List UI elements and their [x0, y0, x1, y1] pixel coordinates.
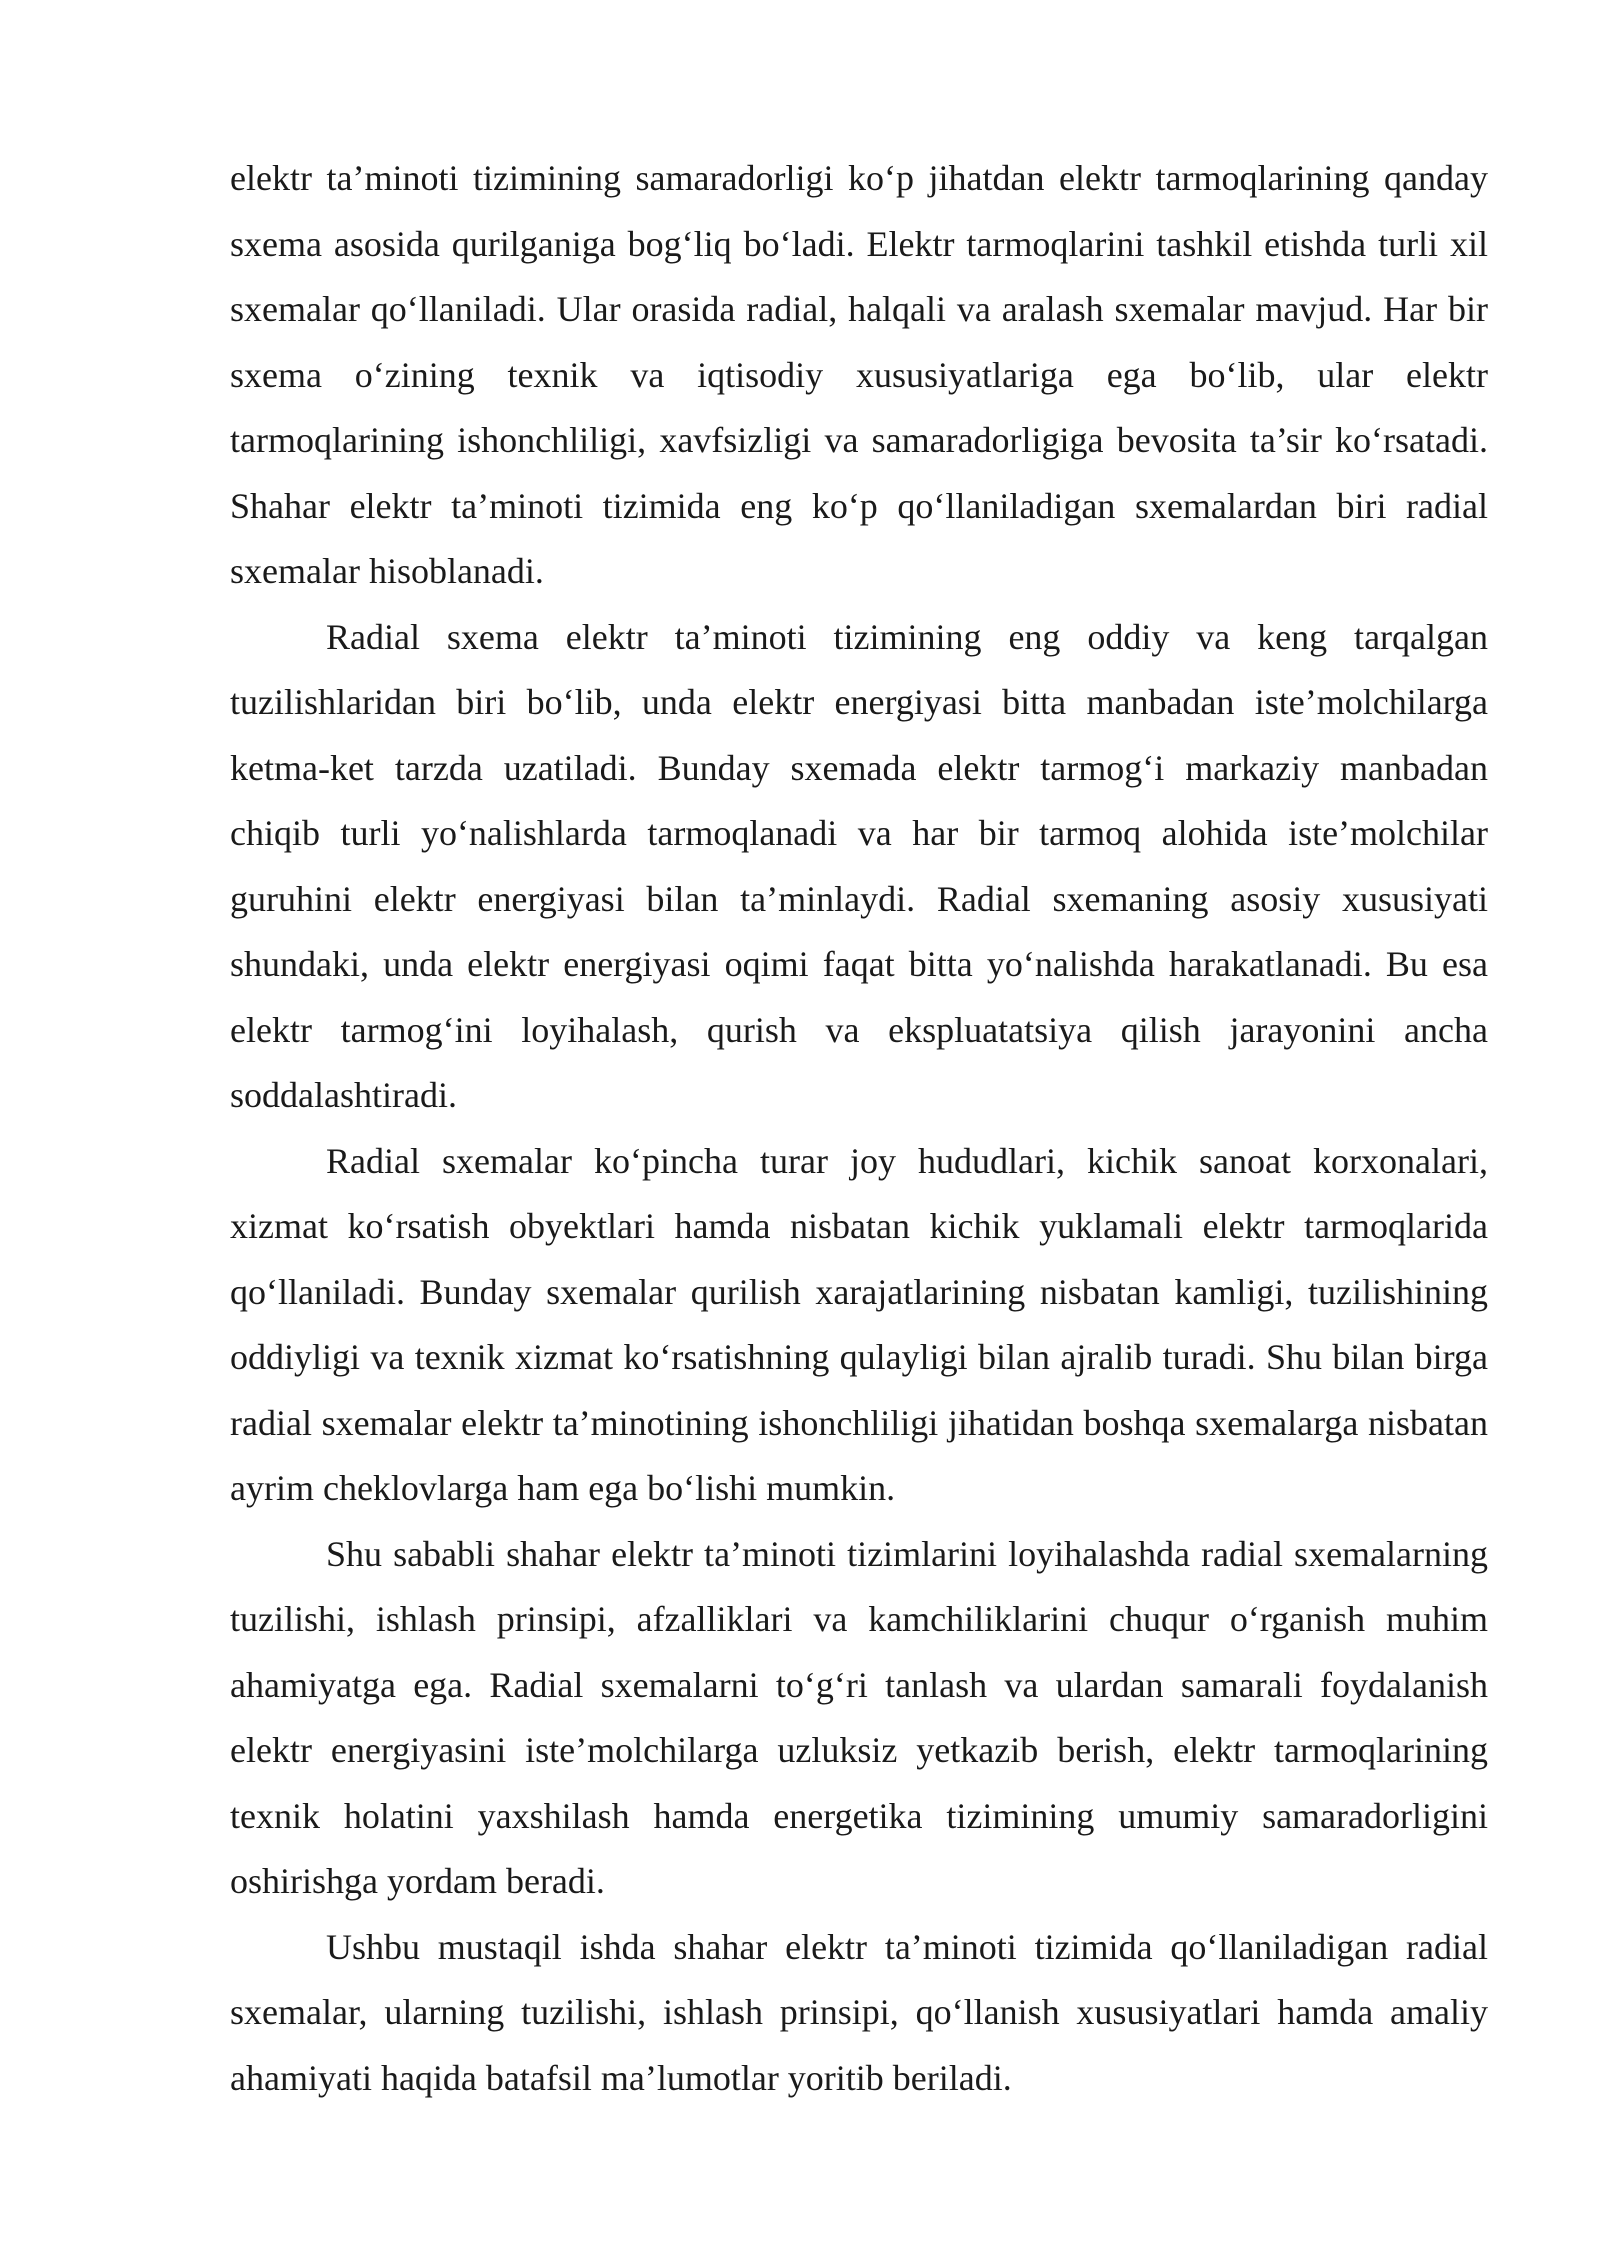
paragraph-intro-continuation: elektr ta’minoti tizimining samaradorligi ko‘p jihatdan elektr tarmoqlarining qanday sxema asosida qurilganiga bog‘liq bo‘ladi. Elektr tarmoqlarini tashkil etishda turli xil sxemalar qo‘llaniladi. Ular orasida radial, halqali va aralash sxemalar mavjud. Har bir sxema o‘zining texnik va iqtisodiy xususiyatlariga ega bo‘lib, ular elektr tarmoqlarining ishonchliligi, xavfsizligi va samaradorligiga bevosita ta’sir ko‘rsatadi. Shahar elektr ta’minoti tizimida eng ko‘p qo‘llaniladigan sxemalardan biri radial sxemalar hisoblanadi.	[230, 158, 1488, 591]
document-page	[230, 146, 1488, 2111]
paragraph-work-scope: Ushbu mustaqil ishda shahar elektr ta’minoti tizimida qo‘llaniladigan radial sxemalar, ularning tuzilishi, ishlash prinsipi, qo‘llanish xususiyatlari hamda amaliy ahamiyati haqida batafsil ma’lumotlar yoritib beriladi.	[230, 1926, 1488, 2098]
paragraph-radial-scheme-usage: Radial sxemalar ko‘pincha turar joy hududlari, kichik sanoat korxonalari, xizmat ko‘rsatish obyektlari hamda nisbatan kichik yuklamali elektr tarmoqlarida qo‘llaniladi. Bunday sxemalar qurilish xarajatlarining nisbatan kamligi, tuzilishining oddiyligi va texnik xizmat ko‘rsatishning qulayligi bilan ajralib turadi. Shu bilan birga radial sxemalar elektr ta’minotining ishonchliligi jihatidan boshqa sxemalarga nisbatan ayrim cheklovlarga ham ega bo‘lishi mumkin.	[230, 1140, 1488, 1508]
paragraph-radial-scheme-importance: Shu sababli shahar elektr ta’minoti tizimlarini loyihalashda radial sxemalarning tuzilishi, ishlash prinsipi, afzalliklari va kamchiliklarini chuqur o‘rganish muhim ahamiyatga ega. Radial sxemalarni to‘g‘ri tanlash va ulardan samarali foydalanish elektr energiyasini iste’molchilarga uzluksiz yetkazib berish, elektr tarmoqlarining texnik holatini yaxshilash hamda energetika tizimining umumiy samaradorligini oshirishga yordam beradi.	[230, 1533, 1488, 1901]
paragraph-radial-scheme-definition: Radial sxema elektr ta’minoti tizimining eng oddiy va keng tarqalgan tuzilishlaridan biri bo‘lib, unda elektr energiyasi bitta manbadan iste’molchilarga ketma-ket tarzda uzatiladi. Bunday sxemada elektr tarmog‘i markaziy manbadan chiqib turli yo‘nalishlarda tarmoqlanadi va har bir tarmoq alohida iste’molchilar guruhini elektr energiyasi bilan ta’minlaydi. Radial sxemaning asosiy xususiyati shundaki, unda elektr energiyasi oqimi faqat bitta yo‘nalishda harakatlanadi. Bu esa elektr tarmog‘ini loyihalash, qurish va ekspluatatsiya qilish jarayonini ancha soddalashtiradi.	[230, 616, 1488, 1115]
